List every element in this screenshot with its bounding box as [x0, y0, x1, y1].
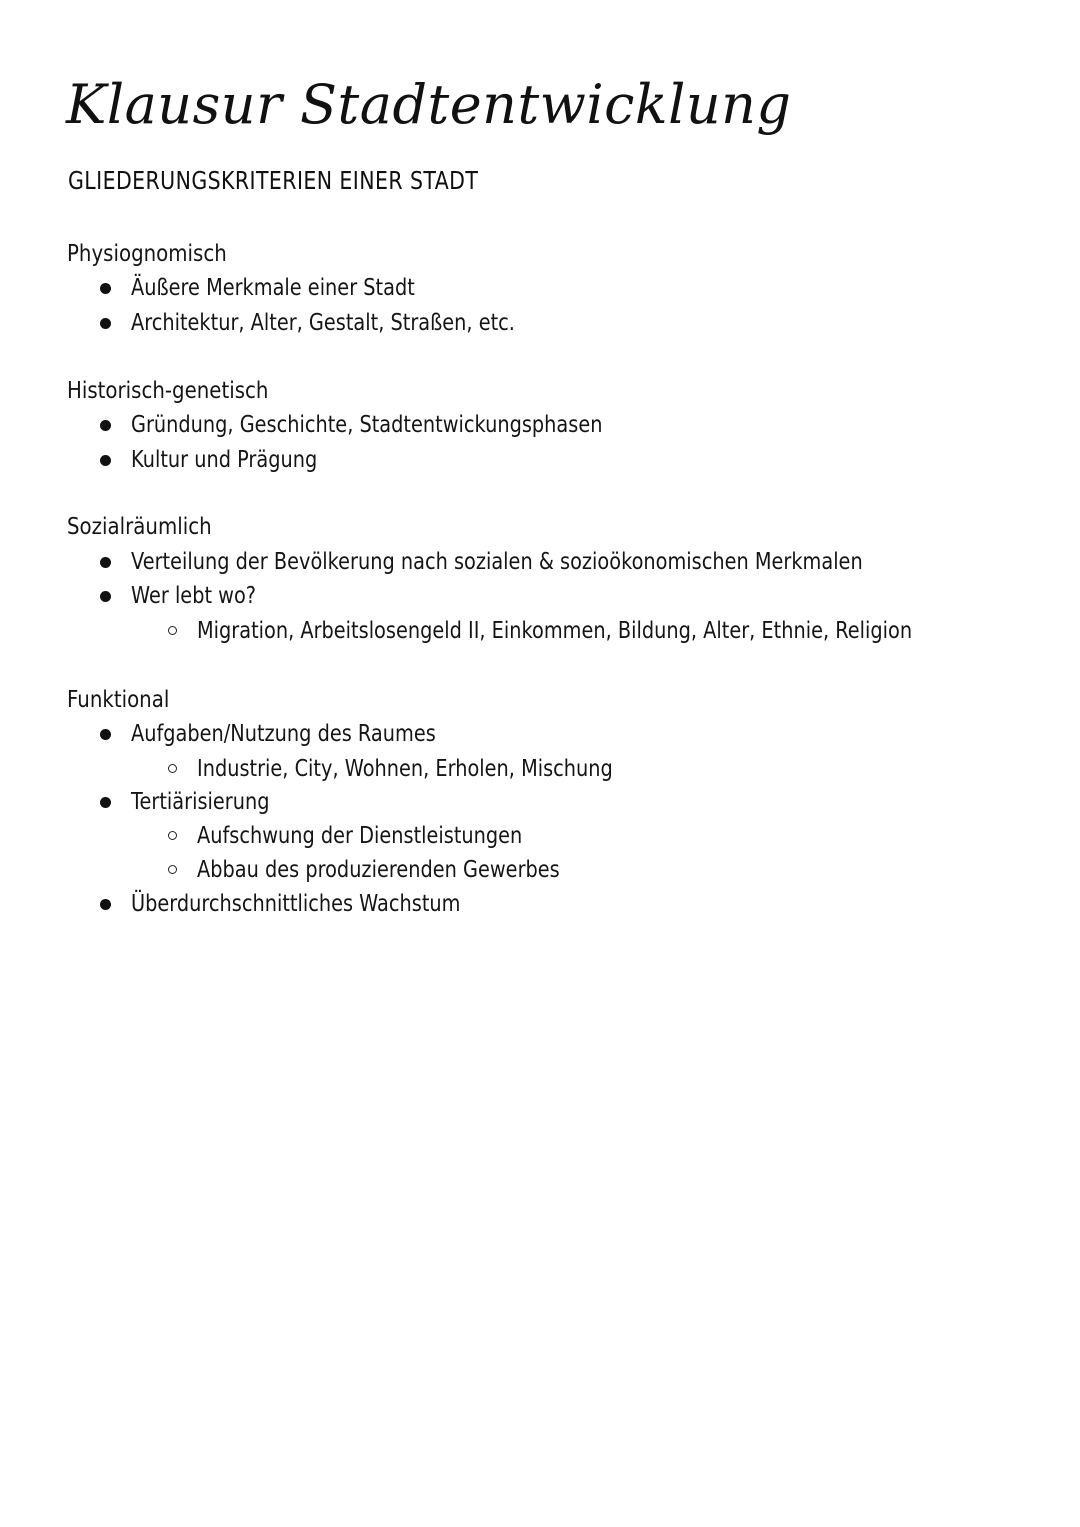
- bullet-icon: [100, 557, 111, 568]
- list-item-text: Aufgaben/Nutzung des Raumes: [131, 721, 436, 747]
- sub-list-item: [0, 753, 1000, 787]
- bullet-icon: [100, 283, 111, 294]
- list-item: [0, 272, 1000, 306]
- list-item: [0, 546, 1000, 580]
- bullet-icon: [100, 899, 111, 910]
- list-item: [0, 718, 1000, 752]
- bullet-icon: [100, 591, 111, 602]
- list-item-text: Gründung, Geschichte, Stadtentwickungsphasen: [131, 412, 603, 438]
- sub-list-item-text: Migration, Arbeitslosengeld II, Einkommen, Bildung, Alter, Ethnie, Religion: [197, 618, 913, 644]
- sub-list-item: [0, 615, 1000, 649]
- section-heading: Funktional: [67, 687, 170, 713]
- list-item: [0, 580, 1000, 614]
- list-item: [0, 409, 1000, 443]
- bullet-icon: [100, 797, 111, 808]
- document-title: Klausur Stadtentwicklung: [66, 73, 792, 136]
- sub-list-item: [0, 854, 1000, 888]
- section-heading: Historisch-genetisch: [67, 378, 269, 404]
- list-item-text: Verteilung der Bevölkerung nach sozialen & sozioökonomischen Merkmalen: [131, 549, 863, 575]
- document-subtitle: GLIEDERUNGSKRITERIEN EINER STADT: [68, 166, 479, 195]
- bullet-icon: [100, 420, 111, 431]
- circle-bullet-icon: [168, 831, 177, 840]
- circle-bullet-icon: [168, 865, 177, 874]
- list-item: [0, 786, 1000, 820]
- circle-bullet-icon: [168, 764, 177, 773]
- list-item: [0, 444, 1000, 478]
- sub-list-item-text: Industrie, City, Wohnen, Erholen, Mischung: [197, 756, 613, 782]
- bullet-icon: [100, 318, 111, 329]
- sub-list-item-text: Abbau des produzierenden Gewerbes: [197, 857, 560, 883]
- list-item-text: Kultur und Prägung: [131, 447, 318, 473]
- bullet-icon: [100, 455, 111, 466]
- sub-list-item-text: Aufschwung der Dienstleistungen: [197, 823, 523, 849]
- list-item-text: Architektur, Alter, Gestalt, Straßen, etc.: [131, 310, 515, 336]
- list-item-text: Überdurchschnittliches Wachstum: [131, 891, 461, 917]
- list-item: [0, 307, 1000, 341]
- section-heading: Physiognomisch: [67, 241, 227, 267]
- section-heading: Sozialräumlich: [67, 514, 212, 540]
- sub-list-item: [0, 820, 1000, 854]
- bullet-icon: [100, 729, 111, 740]
- circle-bullet-icon: [168, 626, 177, 635]
- list-item-text: Äußere Merkmale einer Stadt: [131, 275, 415, 301]
- list-item: [0, 888, 1000, 922]
- list-item-text: Tertiärisierung: [131, 789, 270, 815]
- list-item-text: Wer lebt wo?: [131, 583, 257, 609]
